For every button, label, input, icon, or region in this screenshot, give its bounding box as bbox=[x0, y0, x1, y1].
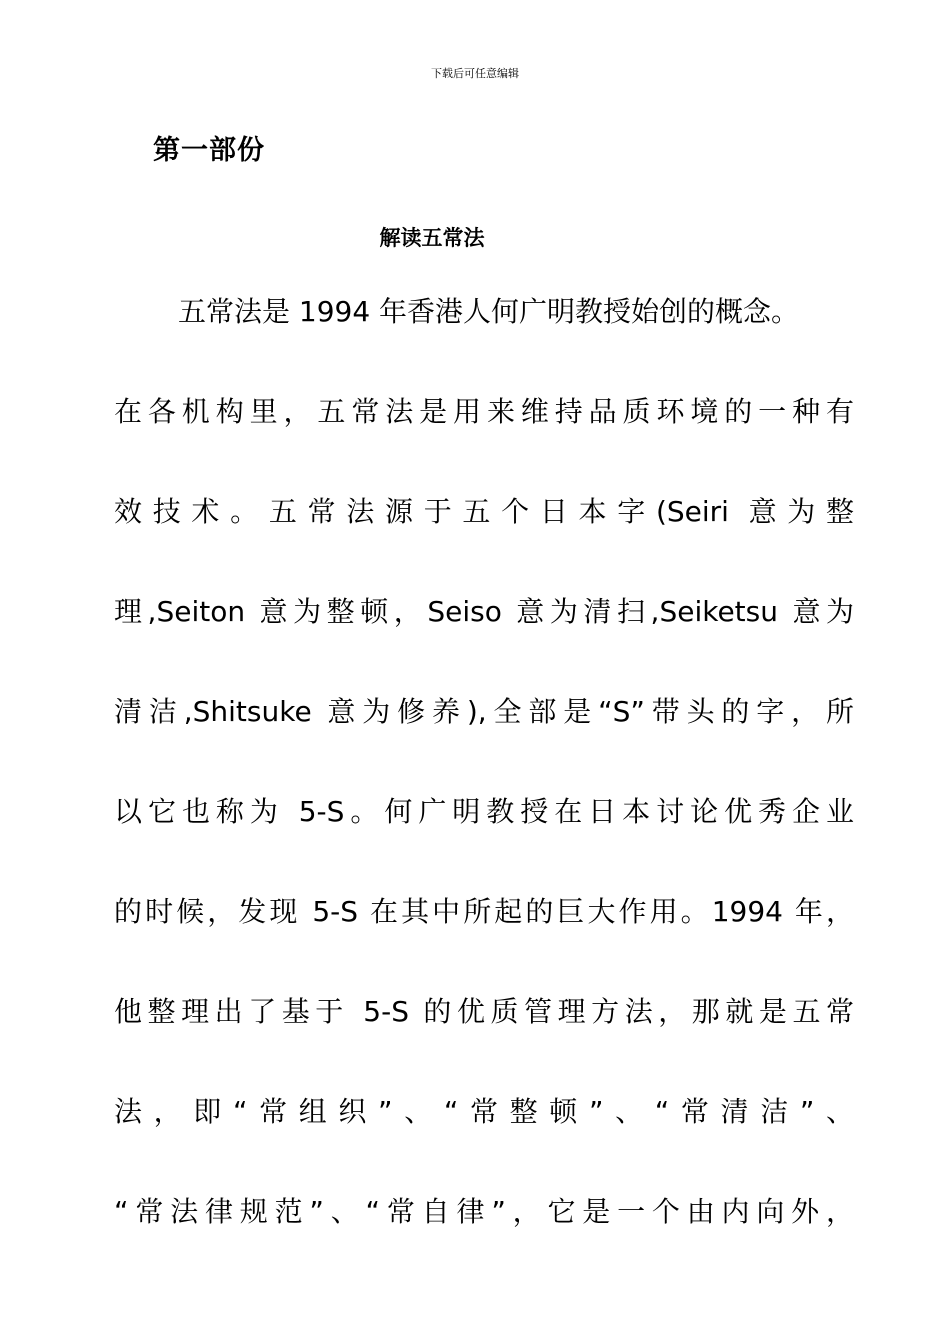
paragraph-line: 清洁,Shitsuke 意为修养),全部是“S”带头的字，所 bbox=[114, 695, 854, 728]
paragraph-line: 理,Seiton 意为整顿，Seiso 意为清扫,Seiketsu 意为 bbox=[114, 595, 854, 628]
paragraph-line: 五常法是 1994 年香港人何广明教授始创的概念。 bbox=[178, 295, 800, 328]
part-heading: 第一部份 bbox=[153, 135, 265, 166]
paragraph-line: “常法律规范”、“常自律”，它是一个由内向外， bbox=[114, 1195, 854, 1228]
section-title: 解读五常法 bbox=[379, 226, 485, 250]
paragraph-line: 他整理出了基于 5-S 的优质管理方法，那就是五常 bbox=[114, 995, 854, 1028]
header-note: 下载后可任意编辑 bbox=[431, 67, 519, 80]
paragraph-line: 效技术。五常法源于五个日本字(Seiri 意为整 bbox=[114, 495, 854, 528]
paragraph-line: 的时候，发现 5-S 在其中所起的巨大作用。1994 年， bbox=[114, 895, 854, 928]
paragraph-line: 法，即“常组织”、“常整顿”、“常清洁”、 bbox=[114, 1095, 854, 1128]
paragraph-line: 在各机构里，五常法是用来维持品质环境的一种有 bbox=[114, 395, 854, 428]
paragraph-line: 以它也称为 5-S。何广明教授在日本讨论优秀企业 bbox=[114, 795, 854, 828]
